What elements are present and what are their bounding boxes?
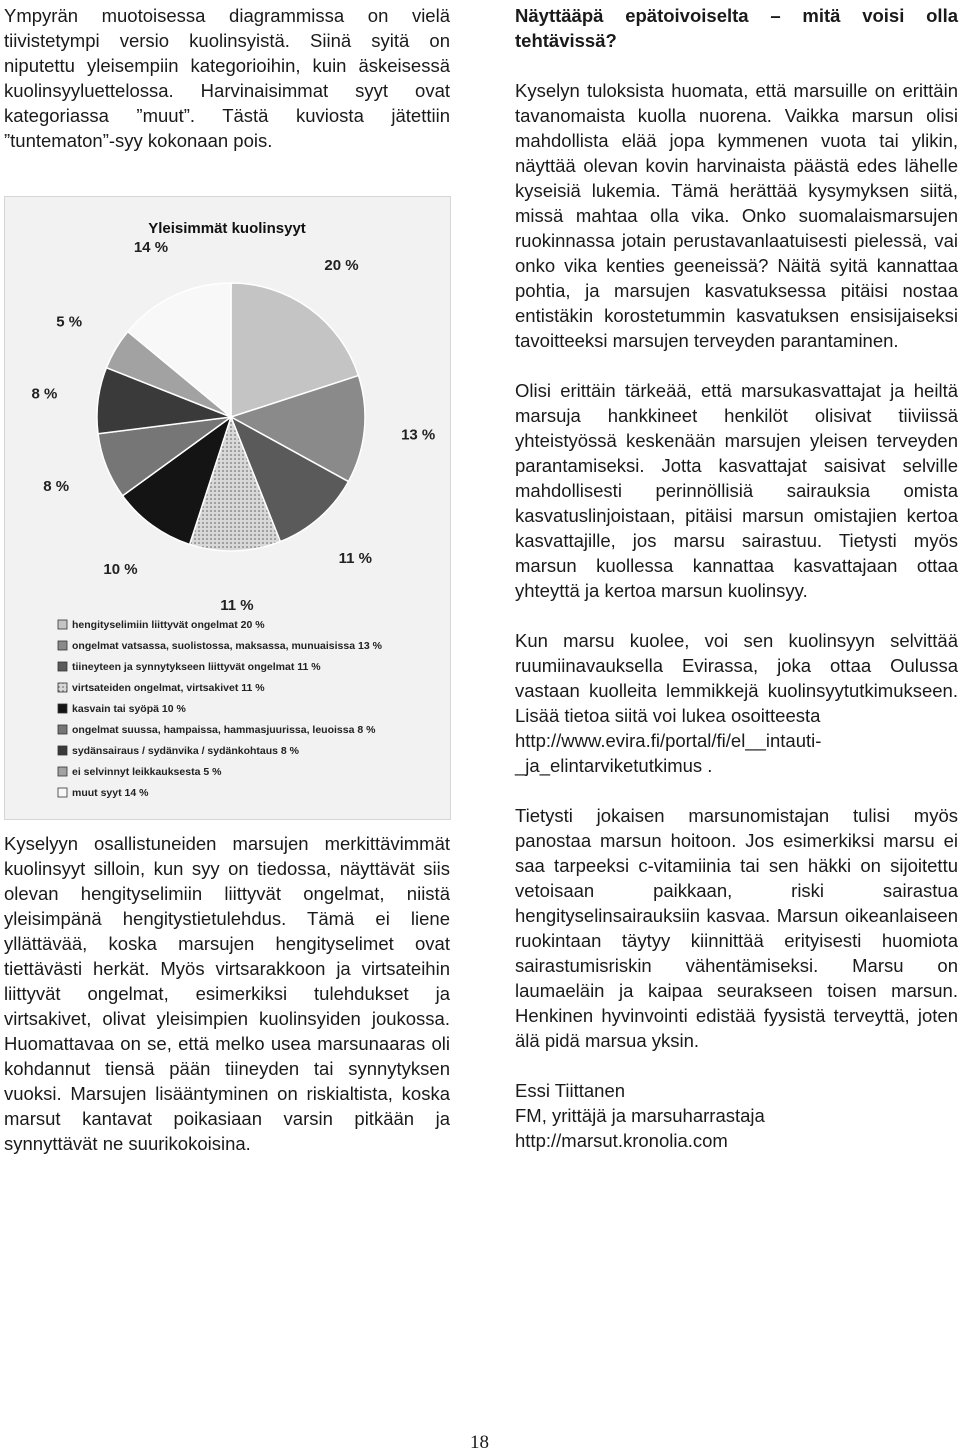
legend-entry: ongelmat vatsassa, suolistossa, maksassa, munuaisissa 13 % (72, 640, 382, 652)
pie-slices (97, 283, 365, 551)
legend-entry: virtsateiden ongelmat, virtsakivet 11 % (72, 682, 265, 694)
legend-swatch (58, 746, 67, 755)
evira-link-line-1[interactable]: http://www.evira.fi/portal/fi/el__intauti- (515, 730, 822, 751)
left-intro (4, 3, 450, 153)
slice-percent-label: 13 % (401, 426, 436, 444)
slice-percent-label: 5 % (56, 313, 83, 331)
legend-entry: hengityselimiin liittyvät ongelmat 20 % (72, 619, 265, 631)
body-paragraph: Kyselyyn osallistuneiden marsujen merkittävimmät kuolinsyyt silloin, kun syy on tiedossa, näyttävät siis olevan hengityselimiin liittyvät ongelmat, niistä yleisimpänä hengitystietulehdus. Tämä ei liene yllättävää, koska marsujen hengityselimet ovat tiettävästi herkät. Myös virtsarakkoon ja virtsateihin liittyvät ongelmat, esimerkiksi tulehdukset ja virtsakivet, olivat yleisimpien kuolinsyiden joukossa. Huomattavaa on se, että melko usea marsunaaras oli kohdannut tiensä pään tiineyden tai synnytyksen vuoksi. Marsujen lisääntyminen on riskialtista, koska marsut kantavat poikasiaan varsin pitkään ja synnyttävät ne suurikokoisina. (4, 833, 450, 1154)
slice-percent-label: 11 % (338, 550, 373, 568)
paragraph-1: Kyselyn tuloksista huomata, että marsuille on erittäin tavanomaista kuolla nuorena. Vaikka marsun olisi mahdollista elää jopa kymmenen vuota tai ylikin, näyttää olevan kovin harvinaista päästä edes lähelle kyseisiä lukemia. Tämä herättää kysymyksen siitä, missä mahtaa olla vika. Onko suomalaismarsujen ruokinnassa jotain perustavanlaatuisesti pielessä, vai onko vika kenties geeneissä? Näitä syitä kannattaa pohtia, ja marsujen kasvatuksessa pitäisi nostaa entistäkin korostetummin kasvatuksen ensisijaiseksi tavoitteeksi marsujen terveyden parantaminen. (515, 80, 958, 351)
evira-link[interactable] (515, 728, 958, 778)
legend-swatch (58, 704, 67, 713)
paragraph-4: Tietysti jokaisen marsunomistajan tulisi myös panostaa marsun hoitoon. Jos esimerkiksi marsu ei saa tarpeeksi c-vitamiinia tai sen häkki on sijoitettu vetoisaan paikkaan, riski sairastua hengityselinsairauksiin kasvaa. Marsun oikeanlaiseen ruokintaan täytyy kiinnittää erityisesti huomiota sairastumisriskin vähentämiseksi. Marsu on laumaeläin ja kaipaa seurakseen toisen marsun. Henkinen hyvinvointi edistää fyysistä terveyttä, joten älä pidä marsua yksin. (515, 805, 958, 1051)
slice-percent-label: 14 % (133, 238, 169, 256)
legend-entry: muut syyt 14 % (72, 787, 149, 799)
chart-legend (58, 619, 383, 799)
signature-title: FM, yrittäjä ja marsuharrastaja (515, 1105, 765, 1126)
slice-percent-label: 8 % (43, 478, 70, 496)
evira-link-line-2[interactable]: _ja_elintarviketutkimus . (515, 755, 713, 776)
legend-entry: ei selvinnyt leikkauksesta 5 % (72, 766, 222, 778)
legend-swatch (58, 620, 67, 629)
page-number: 18 (470, 1432, 489, 1453)
legend-entry: tiineyteen ja synnytykseen liittyvät ongelmat 11 % (72, 661, 321, 673)
slice-percent-label: 8 % (31, 385, 58, 403)
legend-swatch (58, 683, 67, 692)
paragraph-3: Kun marsu kuolee, voi sen kuolinsyyn selvittää ruumiinavauksella Evirassa, joka ottaa Oulussa vastaan kuolleita lemmikkejä kuolinsyytutkimukseen. Lisää tietoa siitä voi lukea osoitteesta (515, 630, 958, 726)
signature-name: Essi Tiittanen (515, 1080, 626, 1101)
legend-swatch (58, 767, 67, 776)
legend-swatch (58, 662, 67, 671)
chart-title: Yleisimmät kuolinsyyt (148, 220, 306, 237)
legend-entry: sydänsairaus / sydänvika / sydänkohtaus 8 % (72, 745, 300, 757)
slice-percent-label: 10 % (103, 561, 138, 579)
legend-swatch (58, 641, 67, 650)
section-heading: Näyttääpä epätoivoiselta – mitä voisi olla tehtävissä? (515, 5, 958, 51)
legend-swatch (58, 725, 67, 734)
legend-swatch (58, 788, 67, 797)
paragraph-2: Olisi erittäin tärkeää, että marsukasvattajat ja heiltä marsuja hankkineet henkilöt olisivat tiiviissä yhteistyössä keskenään marsujen yleisen terveyden parantamiseksi. Jotta kasvattajat saisivat selville mahdollisesti perinnöllisiä sairauksia omista kasvatuslinjoistaan, pitäisi marsun omistajien kertoa kasvattajille, jos marsu sairastuu. Tietysti myös marsun kuollessa kannattaa kasvattajaan ottaa yhteyttä ja kertoa marsun kuolinsyy. (515, 380, 958, 601)
legend-entry: ongelmat suussa, hampaissa, hammasjuurissa, leuoissa 8 % (72, 724, 376, 736)
slice-percent-label: 20 % (324, 256, 359, 274)
right-column (515, 3, 958, 1153)
pie-chart (5, 197, 450, 819)
slice-percent-label: 11 % (220, 596, 254, 614)
left-body (4, 831, 450, 1156)
pie-chart-figure (4, 196, 451, 820)
legend-entry: kasvain tai syöpä 10 % (72, 703, 186, 715)
signature-url[interactable]: http://marsut.kronolia.com (515, 1130, 728, 1151)
intro-paragraph: Ympyrän muotoisessa diagrammissa on vielä tiivistetympi versio kuolinsyistä. Siinä syitä on niputettu yleisempiin kategorioihin, kuin äskeisessä kuolinsyyluettelossa. Harvinaisimmat syyt ovat kategoriassa ”muut”. Tästä kuviosta jätettiin ”tuntematon”-syy kokonaan pois. (4, 5, 450, 151)
